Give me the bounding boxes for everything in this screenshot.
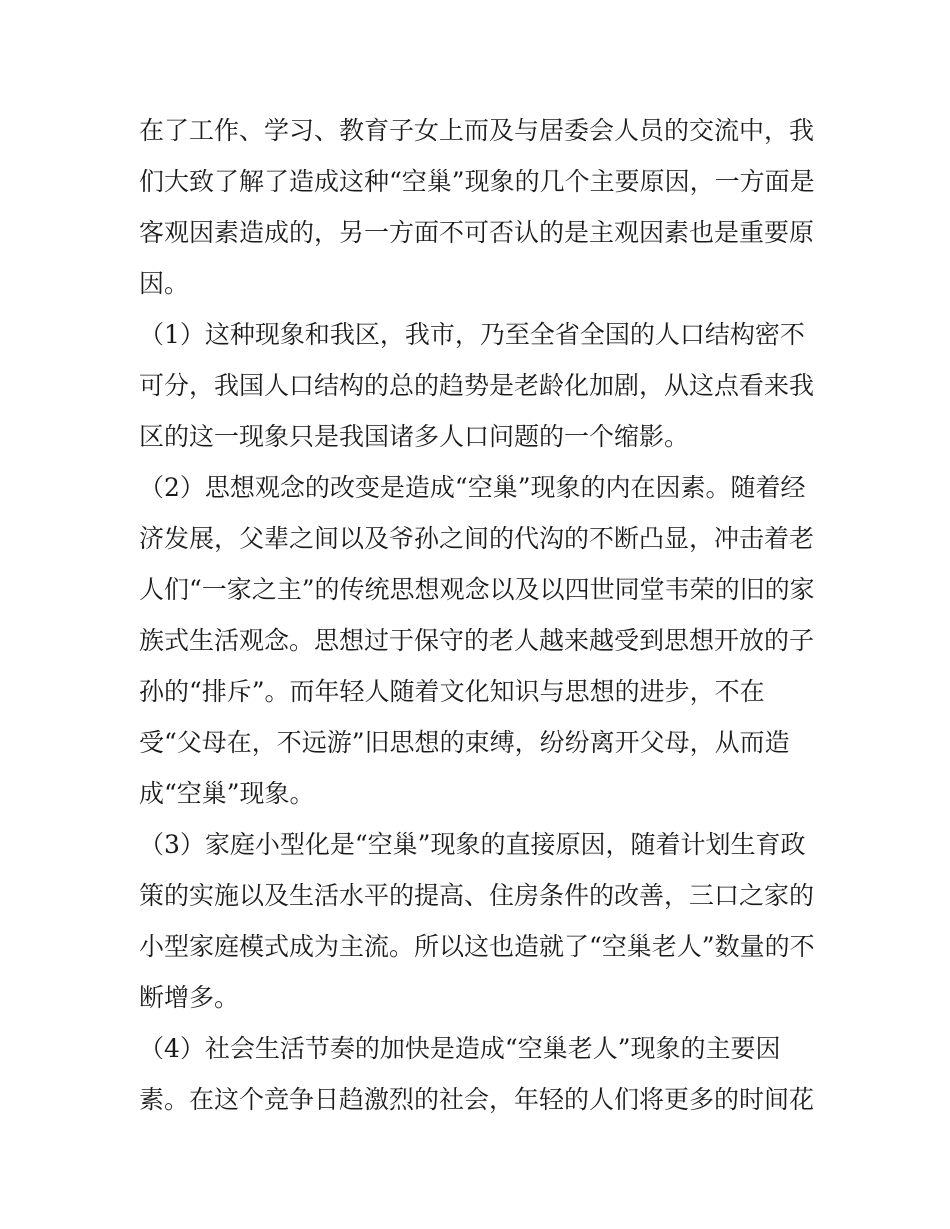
text-line: 们大致了解了造成这种“空巢”现象的几个主要原因，一方面是: [139, 167, 815, 196]
text-line: 小型家庭模式成为主流。所以这也造就了“空巢老人”数量的不: [139, 932, 815, 961]
text-line: （2）思想观念的改变是造成“空巢”现象的内在因素。随着经: [139, 473, 806, 502]
text-line: 区的这一现象只是我国诸多人口问题的一个缩影。: [139, 422, 690, 451]
text-line: 族式生活观念。思想过于保守的老人越来越受到思想开放的子: [139, 626, 815, 655]
text-line: 可分，我国人口结构的总的趋势是老龄化加剧，从这点看来我: [139, 371, 815, 400]
text-line: 孙的“排斥”。而年轻人随着文化知识与思想的进步，不在: [139, 677, 765, 706]
text-line: 人们“一家之主”的传统思想观念以及以四世同堂韦荣的旧的家: [139, 575, 815, 604]
text-line: 因。: [139, 269, 190, 298]
text-line: （1）这种现象和我区，我市，乃至全省全国的人口结构密不: [139, 320, 805, 349]
text-line: 成“空巢”现象。: [139, 779, 315, 808]
text-line: （3）家庭小型化是“空巢”现象的直接原因，随着计划生育政: [139, 830, 806, 859]
text-line: 客观因素造成的，另一方面不可否认的是主观因素也是重要原: [139, 218, 815, 247]
text-line: 济发展，父辈之间以及爷孙之间的代沟的不断凸显，冲击着老: [139, 524, 815, 553]
body-text: [139, 105, 819, 1125]
text-line: 受“父母在，不远游”旧思想的束缚，纷纷离开父母，从而造: [139, 728, 790, 757]
text-line: 素。在这个竞争日趋激烈的社会，年轻的人们将更多的时间花: [139, 1085, 815, 1114]
text-line: 策的实施以及生活水平的提高、住房条件的改善，三口之家的: [139, 881, 815, 910]
text-line: 在了工作、学习、教育子女上而及与居委会人员的交流中，我: [139, 116, 815, 145]
text-line: （4）社会生活节奏的加快是造成“空巢老人”现象的主要因: [139, 1034, 781, 1063]
text-line: 断增多。: [139, 983, 240, 1012]
